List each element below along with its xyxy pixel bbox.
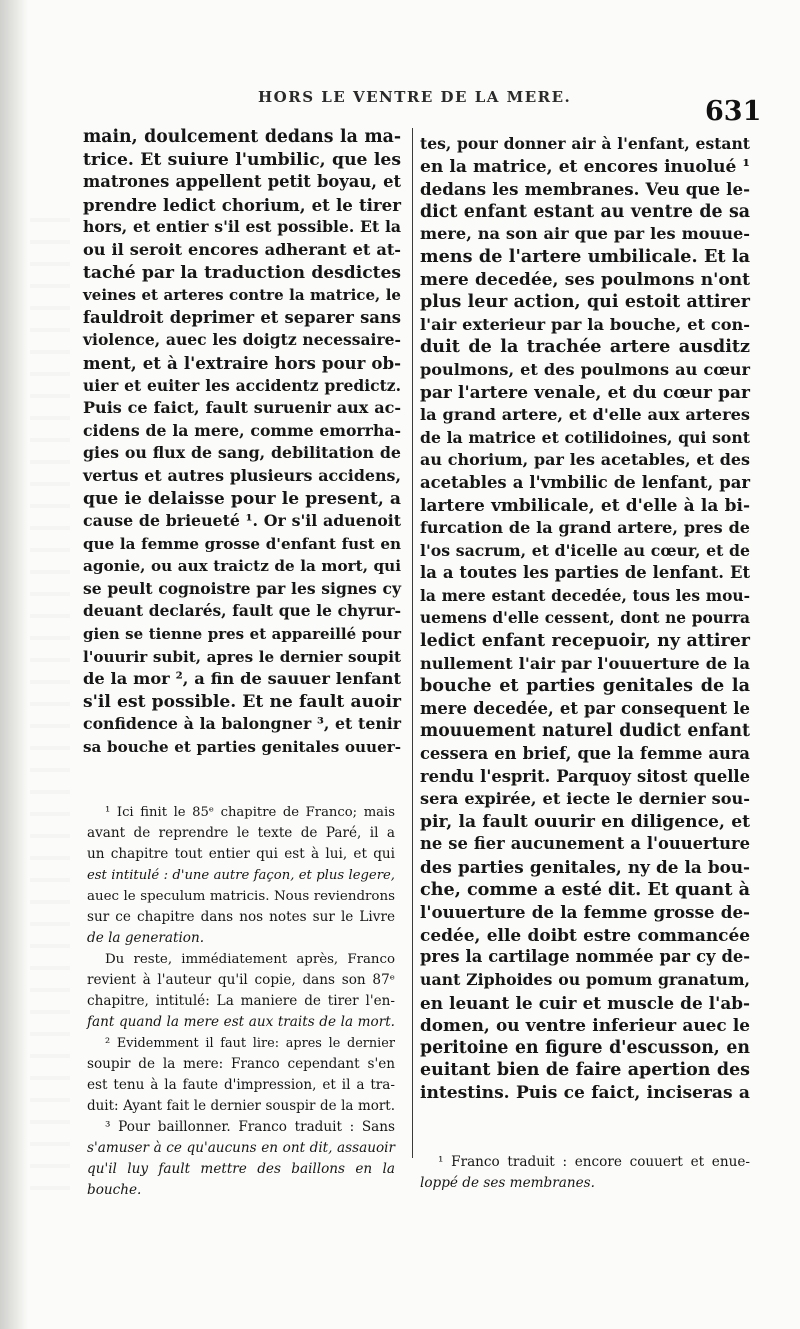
text-line: vertus et autres plusieurs accidens,: [83, 465, 401, 485]
footnote-line: loppé de ses membranes.: [420, 1175, 595, 1191]
footnote-line: qu'il luy fault mettre des baillons en la: [87, 1161, 395, 1177]
text-line: mouuement naturel dudict enfant: [420, 721, 750, 742]
footnote-line: un chapitre tout entier qui est à lui, et qui: [87, 846, 395, 862]
text-line: duit de la trachée artere ausditz: [420, 336, 750, 358]
text-line: main, doulcement dedans la ma-: [83, 127, 401, 147]
text-line: sa bouche et parties genitales ouuer-: [83, 738, 401, 757]
text-line: che, comme a esté dit. Et quant à: [420, 878, 750, 900]
footnote-line: ³ Pour baillonner. Franco traduit : Sans: [105, 1119, 395, 1135]
text-line: nullement l'air par l'ouuerture de la: [420, 653, 750, 673]
text-line: que la femme grosse d'enfant fust en: [83, 534, 401, 553]
text-line: ne se fier aucunement a l'ouuerture: [420, 834, 750, 854]
footnote-line: avant de reprendre le texte de Paré, il a: [87, 825, 395, 841]
footnote-line: soupir de la mere: Franco cependant s'en: [87, 1056, 395, 1072]
footnote-line: s'amuser à ce qu'aucuns en ont dit, assauoir: [87, 1140, 395, 1156]
footnote-line: ¹ Ici finit le 85ᵉ chapitre de Franco; mais: [105, 805, 395, 820]
column-divider: [412, 128, 413, 1158]
text-line: l'air exterieur par la bouche, et con-: [420, 314, 750, 334]
text-line: confidence à la balongner ³, et tenir: [83, 714, 401, 734]
text-line: domen, ou ventre inferieur auec le: [420, 1015, 750, 1036]
footnote-line: revient à l'auteur qu'il copie, dans son 87ᵉ: [87, 972, 395, 988]
text-line: pres la cartilage nommée par cy de-: [420, 947, 750, 967]
text-line: sera expirée, et iecte le dernier sou-: [420, 789, 750, 809]
text-line: acetables a l'vmbilic de lenfant, par: [420, 472, 750, 492]
text-line: mere decedée, et par consequent le: [420, 698, 750, 718]
footnote-line: est tenu à la faute d'impression, et il a tra-: [87, 1077, 395, 1093]
text-line: l'os sacrum, et d'icelle au cœur, et de: [420, 540, 750, 560]
text-line: la grand artere, et d'elle aux arteres: [420, 405, 750, 425]
text-line: gies ou flux de sang, debilitation de: [83, 443, 401, 463]
footnote-line: de la generation.: [87, 930, 205, 946]
text-line: au chorium, par les acetables, et des: [420, 450, 750, 470]
text-line: l'ouuerture de la femme grosse de-: [420, 902, 750, 923]
text-line: mens de l'artere umbilicale. Et la: [420, 245, 750, 267]
text-line: ou il seroit encores adherant et at-: [83, 239, 401, 259]
text-line: tes, pour donner air à l'enfant, estant: [420, 134, 750, 153]
text-line: mere, na son air que par les mouue-: [420, 224, 750, 244]
text-line: ledict enfant recepuoir, ny attirer: [420, 631, 750, 652]
text-line: dict enfant estant au ventre de sa: [420, 201, 750, 222]
text-line: intestins. Puis ce faict, inciseras a: [420, 1082, 750, 1103]
text-line: se peult cognoistre par les signes cy: [83, 578, 401, 598]
text-line: uemens d'elle cessent, dont ne pourra: [420, 609, 750, 628]
text-line: ment, et à l'extraire hors pour ob-: [83, 352, 401, 373]
text-line: la a toutes les parties de lenfant. Et: [420, 563, 750, 583]
text-line: uant Ziphoides ou pomum granatum,: [420, 969, 750, 989]
text-line: de la matrice et cotilidoines, qui sont: [420, 427, 750, 447]
text-line: violence, auec les doigtz necessaire-: [83, 330, 401, 350]
text-line: la mere estant decedée, tous les mou-: [420, 585, 750, 605]
footnote-line: ² Evidemment il faut lire: apres le dernier: [105, 1036, 395, 1051]
text-line: prendre ledict chorium, et le tirer: [83, 194, 401, 215]
text-line: trice. Et suiure l'umbilic, que les: [83, 149, 401, 170]
text-line: fauldroit deprimer et separer sans: [83, 307, 401, 327]
footnote-line: auec le speculum matricis. Nous reviendrons: [87, 889, 395, 904]
text-line: furcation de la grand artere, pres de: [420, 518, 750, 538]
footnote-line: Du reste, immédiatement après, Franco: [105, 952, 395, 967]
text-line: en leuant le cuir et muscle de l'ab-: [420, 992, 750, 1013]
text-line: s'il est possible. Et ne fault auoir: [83, 691, 401, 712]
text-line: rendu l'esprit. Parquoy sitost quelle: [420, 766, 750, 786]
text-line: deuant declarés, fault que le chyrur-: [83, 602, 401, 621]
footnotes-right: [420, 1152, 750, 1194]
footnote-line: bouche.: [87, 1182, 142, 1198]
footnote-line: ¹ Franco traduit : encore couuert et enue-: [438, 1154, 750, 1170]
footnote-line: sur ce chapitre dans nos notes sur le Livre: [87, 909, 395, 925]
footnote-line: fant quand la mere est aux traits de la mort.: [87, 1014, 395, 1030]
text-line: par l'artere venale, et du cœur par: [420, 382, 750, 403]
text-line: taché par la traduction desdictes: [83, 262, 401, 283]
text-line: mere decedée, ses poulmons n'ont: [420, 269, 750, 290]
text-line: gien se tienne pres et appareillé pour: [83, 625, 401, 644]
main-text-right-column: [420, 133, 750, 1105]
page-number: 631: [705, 96, 762, 127]
text-line: Puis ce faict, fault suruenir aux ac-: [83, 398, 401, 418]
text-line: uier et euiter les accidentz predictz.: [83, 375, 401, 395]
text-line: cause de brieueté ¹. Or s'il aduenoit: [83, 511, 401, 531]
text-line: cessera en brief, que la femme aura: [420, 744, 750, 764]
text-line: bouche et parties genitales de la: [420, 675, 750, 697]
text-line: l'ouurir subit, apres le dernier soupit: [83, 647, 401, 666]
text-line: hors, et entier s'il est possible. Et la: [83, 217, 401, 237]
text-line: agonie, ou aux traictz de la mort, qui: [83, 557, 401, 576]
bleed-through-texture: [30, 200, 70, 1200]
text-line: matrones appellent petit boyau, et: [83, 172, 401, 192]
text-line: que ie delaisse pour le present, a: [83, 488, 401, 509]
text-line: des parties genitales, ny de la bou-: [420, 857, 750, 877]
text-line: cidens de la mere, comme emorrha-: [83, 420, 401, 440]
text-line: cedée, elle doibt estre commancée: [420, 924, 750, 945]
text-line: peritoine en figure d'escusson, en: [420, 1037, 750, 1058]
text-line: en la matrice, et encores inuolué ¹: [420, 156, 750, 177]
text-line: lartere vmbilicale, et d'elle à la bi-: [420, 495, 750, 516]
text-line: poulmons, et des poulmons au cœur: [420, 359, 750, 379]
footnote-line: duit: Ayant fait le dernier souspir de la mort.: [87, 1098, 395, 1114]
main-text-left-column: [83, 126, 401, 759]
text-line: euitant bien de faire apertion des: [420, 1060, 750, 1081]
text-line: plus leur action, qui estoit attirer: [420, 292, 750, 313]
footnote-line: est intitulé : d'une autre façon, et plus legere,: [87, 868, 395, 883]
page-gutter-shadow: [0, 0, 28, 1329]
footnote-line: chapitre, intitulé: La maniere de tirer l'en-: [87, 993, 395, 1009]
running-head: HORS LE VENTRE DE LA MERE.: [258, 88, 572, 106]
text-line: de la mor ², a fin de sauuer lenfant: [83, 669, 401, 689]
footnotes-left: [87, 802, 395, 1201]
text-line: veines et arteres contre la matrice, le: [83, 286, 401, 305]
text-line: dedans les membranes. Veu que le-: [420, 179, 750, 200]
text-line: pir, la fault ouurir en diligence, et: [420, 811, 750, 832]
